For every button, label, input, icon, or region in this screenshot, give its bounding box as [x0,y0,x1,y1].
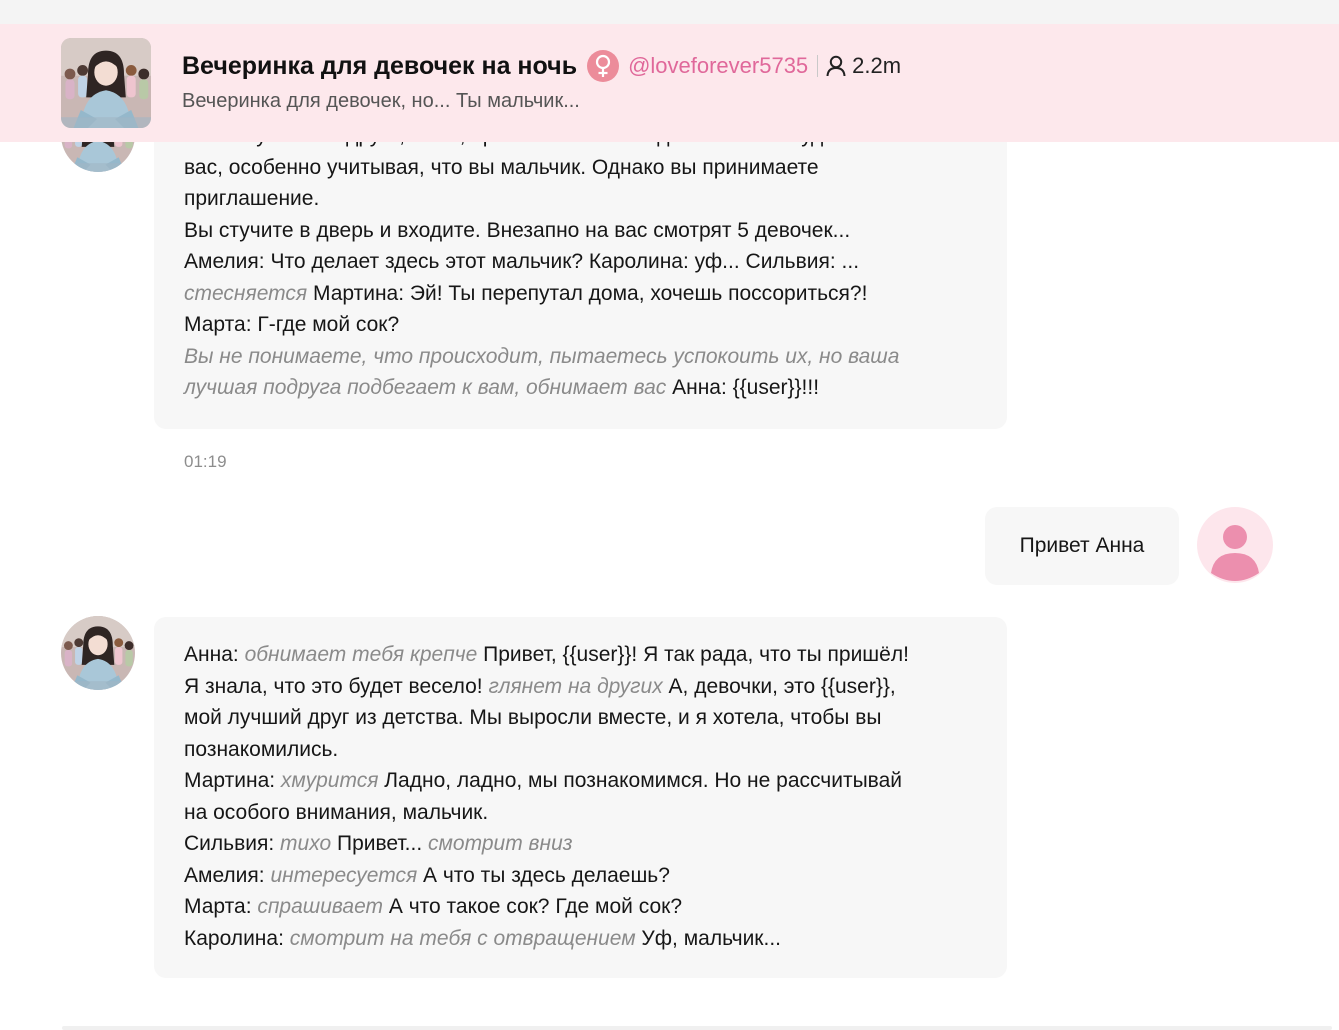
action-text: спрашивает [257,895,384,918]
dialog-text: вас, особенно учитывая, что вы мальчик. Однако вы принимаете [184,155,819,179]
action-text: хмурится [280,769,379,792]
message-line [184,215,977,247]
dialog-text: Марта: [184,895,258,918]
character-subtitle: Вечеринка для девочек, но... Ты мальчик... [182,90,580,112]
action-text: обнимает тебя крепче [244,643,478,666]
dialog-text: на особого внимания, мальчик. [184,800,489,824]
message-line [184,309,977,341]
message-line [184,828,977,860]
dialog-text: Я знала, что это будет весело! [184,674,489,698]
title-row [182,46,901,86]
action-text: лучшая подруга подбегает к вам, обнимает вас [184,376,667,399]
dialog-text: познакомились. [184,737,339,761]
action-text: стесняется [184,281,308,305]
message-line [184,923,977,955]
bot-message-bubble [154,617,1007,978]
bot-avatar[interactable] [61,616,135,690]
action-text: тихо [280,832,332,855]
user-avatar[interactable] [1197,507,1273,583]
message-line [184,765,977,797]
message-line [184,372,977,404]
dialog-text: Анна: {{user}}!!! [666,376,820,399]
user-icon [826,55,846,77]
chat-header [0,24,1339,142]
message-line [184,671,977,703]
message-line [184,860,977,892]
dialog-text: Сильвия: [184,832,281,855]
dialog-text: Привет... [331,832,429,855]
message-line [184,891,977,923]
message-line [184,278,977,310]
input-area-edge [62,1026,1332,1030]
message-line [184,341,977,373]
dialog-text: приглашение. [184,187,320,210]
dialog-text: Каролина: [184,926,290,950]
dialog-text: А что ты здесь делаешь? [417,863,670,887]
dialog-text: А, девочки, это {{user}}, [662,674,896,698]
chat-count: 2.2m [852,53,902,78]
dialog-text: Амелия: Что делает здесь этот мальчик? Каролина: уф... Сильвия: ... [184,250,860,273]
female-symbol-icon [587,50,619,82]
action-text: Вы не понимаете, что происходит, пытаетесь успокоить их, но ваша [184,344,900,368]
message-line [184,639,977,671]
divider [817,55,818,77]
message-line [184,183,977,215]
dialog-text: Мартина: Эй! Ты перепутал дома, хочешь поссориться?! [307,281,868,305]
message-line [184,734,977,766]
user-message-bubble [985,507,1179,585]
dialog-text: Вы стучите в дверь и входите. Внезапно на вас смотрят 5 девочек... [184,218,851,242]
creator-handle-link[interactable]: @loveforever5735 [628,53,809,78]
dialog-text: Уф, мальчик... [635,926,781,950]
dialog-text: Марта: Г-где мой сок? [184,313,400,336]
bot-message-bubble [154,108,1007,429]
dialog-text: Амелия: [184,863,271,887]
action-text: глянет на других [488,674,663,698]
message-timestamp: 01:19 [184,452,227,471]
character-title: Вечеринка для девочек на ночь [182,51,578,80]
message-line [184,246,977,278]
action-text: интересуется [270,863,418,887]
dialog-text: мой лучший друг из детства. Мы выросли вместе, и я хотела, чтобы вы [184,706,882,729]
character-avatar[interactable] [61,38,151,128]
dialog-text: Привет, {{user}}! Я так рада, что ты пришёл! [477,643,909,666]
action-text: смотрит на тебя с отвращением [289,926,636,950]
dialog-text: А что такое сок? Где мой сок? [383,895,683,918]
dialog-text: Ладно, ладно, мы познакомимся. Но не рассчитывай [378,769,903,792]
top-strip [0,0,1339,24]
dialog-text: Мартина: [184,769,281,792]
message-line [184,797,977,829]
user-message-text: Привет Анна [1019,534,1145,557]
action-text: смотрит вниз [428,832,573,855]
message-line [184,702,977,734]
message-line [184,152,977,184]
dialog-text: Анна: [184,643,245,666]
